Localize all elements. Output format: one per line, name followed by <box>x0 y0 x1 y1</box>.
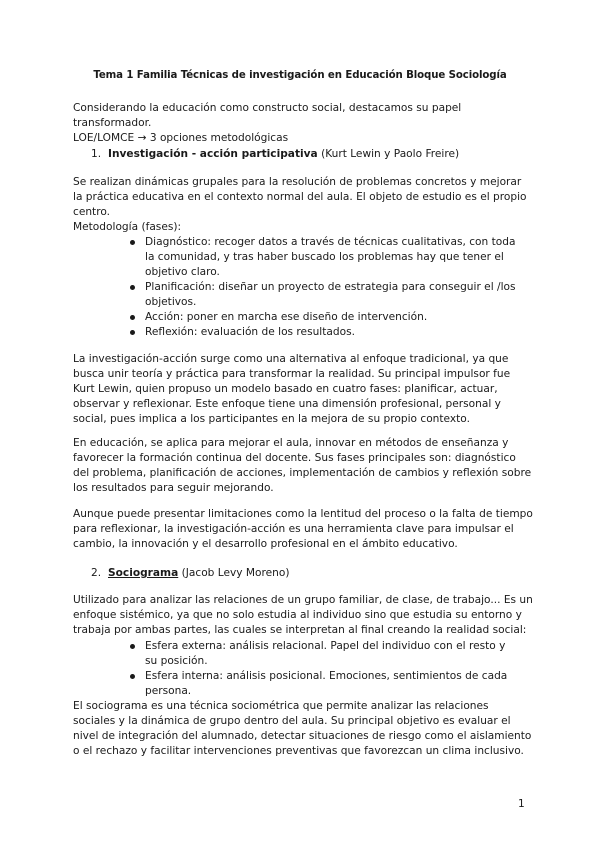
section-2-closing <box>73 699 533 759</box>
list-item: Planificación: diseñar un proyecto de estrategia para conseguir el /los objetivos. <box>128 280 520 310</box>
phases-list <box>128 235 520 340</box>
spheres-list <box>128 639 520 699</box>
section-2-number: 2. <box>91 567 102 579</box>
list-item: Diagnóstico: recoger datos a través de técnicas cualitativas, con toda la comunidad, y tras haber buscado los problemas hay que tener el objetivo claro. <box>128 235 520 280</box>
section-1-description: Se realizan dinámicas grupales para la resolución de problemas concretos y mejorar la práctica educativa en el contexto normal del aula. El objeto de estudio es el propio centro. <box>73 176 527 218</box>
paragraph <box>73 507 533 552</box>
intro-line-1: Considerando la educación como constructo social, destacamos su papel transformador. <box>73 102 462 129</box>
paragraph-text: Utilizado para analizar las relaciones de un grupo familiar, de clase, de trabajo... Es un enfoque sistémico, ya que no solo estudia al individuo sino que estudia su entorno y trabaja por ambas partes, las cuales se interpretan al final creando la realidad social: <box>73 594 533 636</box>
methodology-label: Metodología (fases): <box>73 221 182 233</box>
paragraph <box>73 352 533 427</box>
intro <box>73 101 533 146</box>
document-title: Tema 1 Familia Técnicas de investigación en Educación Bloque Sociología <box>93 70 507 81</box>
paragraph-text: La investigación-acción surge como una alternativa al enfoque tradicional, ya que busca unir teoría y práctica para transformar la realidad. Su principal impulsor fue Kurt Lewin, quien propuso un modelo basado en cuatro fases: planificar, actuar, observar y reflexionar. Este enfoque tiene una dimensión profesional, personal y social, pues implica a los participantes en la mejora de su propio contexto. <box>73 353 511 425</box>
section-2-heading <box>91 566 290 581</box>
page-number: 1 <box>518 798 525 810</box>
paragraph-text: El sociograma es una técnica sociométrica que permite analizar las relaciones sociales y la dinámica de grupo dentro del aula. Su principal objetivo es evaluar el nivel de integración del alumnado, detectar situaciones de riesgo como el aislamiento o el rechazo y facilitar intervenciones preventivas que favorezcan un clima inclusivo. <box>73 700 532 757</box>
list-item: Esfera externa: análisis relacional. Papel del individuo con el resto y su posición. <box>128 639 520 669</box>
section-2-authors: (Jacob Levy Moreno) <box>181 567 290 579</box>
section-1-number: 1. <box>91 148 102 160</box>
section-1-heading <box>91 147 459 162</box>
intro-line-2: LOE/LOMCE → 3 opciones metodológicas <box>73 132 289 144</box>
list-item: Acción: poner en marcha ese diseño de intervención. <box>128 310 520 325</box>
section-1-body <box>73 175 529 235</box>
paragraph-text: En educación, se aplica para mejorar el aula, innovar en métodos de enseñanza y favorecer la formación continua del docente. Sus fases principales son: diagnóstico del problema, planificación de acciones, implementación de cambios y reflexión sobre los resultados para seguir mejorando. <box>73 437 532 494</box>
section-2-description <box>73 593 533 638</box>
list-item: Esfera interna: análisis posicional. Emociones, sentimientos de cada persona. <box>128 669 520 699</box>
paragraph-text: Aunque puede presentar limitaciones como la lentitud del proceso o la falta de tiempo para reflexionar, la investigación-acción es una herramienta clave para impulsar el cambio, la innovación y el desarrollo profesional en el ámbito educativo. <box>73 508 533 550</box>
section-1-title: Investigación - acción participativa <box>108 148 318 160</box>
section-1-authors: (Kurt Lewin y Paolo Freire) <box>321 148 460 160</box>
section-2-title: Sociograma <box>108 567 179 579</box>
list-item: Reflexión: evaluación de los resultados. <box>128 325 520 340</box>
paragraph <box>73 436 533 496</box>
